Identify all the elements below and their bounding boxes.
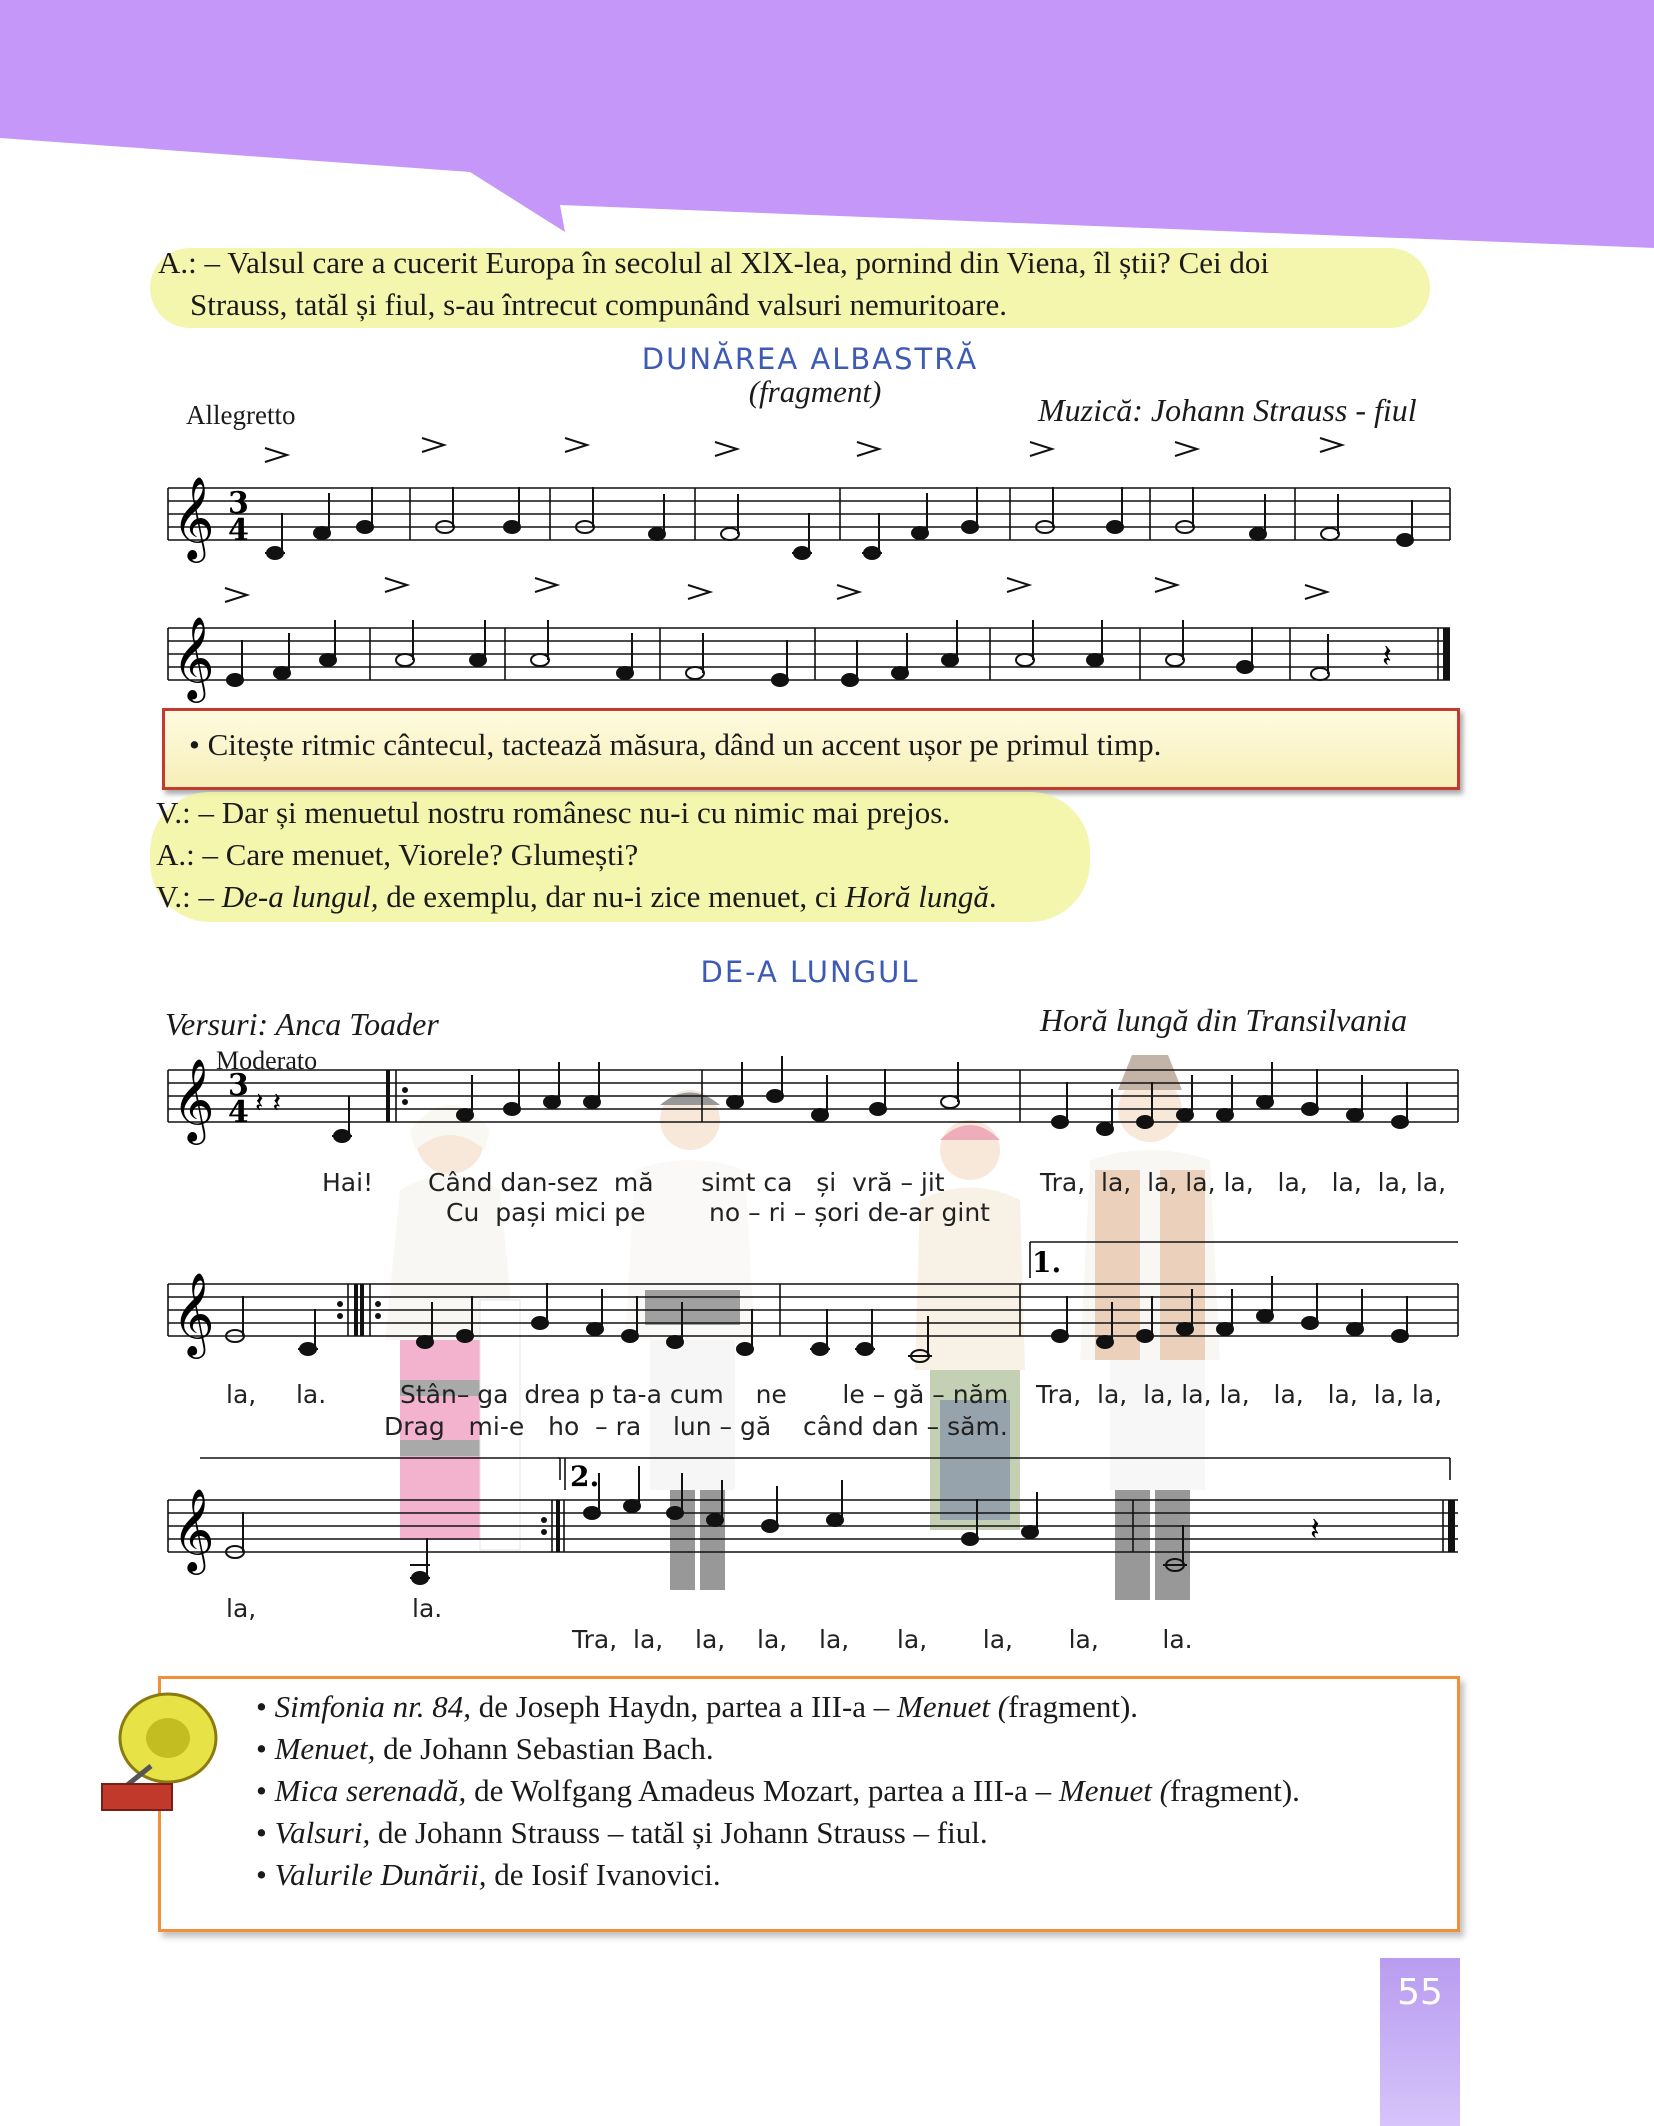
svg-text:𝄞: 𝄞	[172, 475, 215, 559]
dialog-line-2: Strauss, tatăl și fiul, s-au întrecut compunând valsuri nemuritoare.	[190, 287, 1007, 322]
dialog2-line-1: V.: – Dar și menuetul nostru românesc nu-i cu nimic mai prejos.	[156, 795, 951, 830]
page-number: 55	[1380, 1958, 1460, 2126]
dialog2-middle: de exemplu, dar nu-i zice menuet, ci	[378, 879, 845, 914]
svg-text:𝄞: 𝄞	[172, 1057, 215, 1141]
listening-item: • Mica serenadă, de Wolfgang Amadeus Mozart, partea a III-a – Menuet (fragment).	[256, 1773, 1300, 1808]
svg-text:3: 3	[228, 1068, 249, 1103]
volta-1-label: 1.	[1032, 1246, 1062, 1279]
top-banner	[0, 0, 1654, 260]
svg-text:𝄽 𝄽: 𝄽 𝄽	[255, 1086, 282, 1119]
lyrics-row3-end: la.	[412, 1594, 443, 1623]
song2-staff-2	[160, 1238, 1460, 1388]
song2-title: DE-A LUNGUL	[700, 955, 920, 989]
svg-text:𝄞: 𝄞	[172, 1487, 215, 1571]
lyrics-row2-refrain: Tra, la, la, la, la, la, la, la, la,	[1036, 1380, 1443, 1409]
dialog2-end: .	[988, 879, 997, 914]
song2-staff-1	[160, 1040, 1460, 1150]
dialog2-speaker: V.: –	[156, 879, 222, 914]
song1-subtitle: (fragment)	[748, 374, 882, 409]
time-signature-top: 3	[228, 486, 249, 521]
listening-list	[256, 1686, 1436, 1896]
lyrics-row1-refrain: Tra, la, la, la, la, la, la, la, la,	[1040, 1168, 1447, 1197]
dialog-intro	[158, 242, 1458, 326]
lyrics-row3-refrain: Tra, la, la, la, la, la, la, la, la.	[572, 1625, 1193, 1654]
dialog2-genre: Horă lungă	[845, 879, 989, 914]
bullet-icon: •	[189, 727, 200, 762]
task-box	[162, 708, 1460, 790]
lyrics-row1-verse1: Când dan-sez mă simt ca și vră – jit	[428, 1168, 945, 1197]
lyrics-row2-start: la, la.	[226, 1380, 327, 1409]
gramophone-icon	[96, 1686, 226, 1816]
time-signature-bottom: 4	[228, 513, 249, 548]
song1-title: DUNĂREA ALBASTRĂ	[641, 342, 979, 376]
listening-item: • Valurile Dunării, de Iosif Ivanovici.	[256, 1857, 721, 1892]
lyrics-row3-start: la,	[226, 1594, 257, 1623]
song2-staff-3	[160, 1450, 1460, 1600]
song1-staff-2	[160, 570, 1460, 720]
listening-item: • Menuet, de Johann Sebastian Bach.	[256, 1731, 714, 1766]
listening-item: • Simfonia nr. 84, de Joseph Haydn, partea a III-a – Menuet (fragment).	[256, 1689, 1139, 1724]
svg-text:𝄽: 𝄽	[1310, 1510, 1320, 1548]
dialog2-line-2: A.: – Care menuet, Viorele? Glumești?	[156, 837, 639, 872]
dialog2-song-name: De-a lungul,	[221, 879, 379, 914]
song1-composer: Muzică: Johann Strauss - fiul	[1038, 392, 1417, 428]
lyrics-row1-hai: Hai!	[322, 1168, 374, 1197]
dialog2-line-3	[156, 876, 1456, 918]
svg-text:𝄞: 𝄞	[172, 615, 215, 699]
lyrics-row2-verse1: Stân– ga drea p ta-a cum ne le – gă – năm	[400, 1380, 1009, 1409]
svg-text:4: 4	[228, 1095, 249, 1130]
song1-tempo: Allegretto	[186, 400, 296, 430]
song2-lyricist: Versuri: Anca Toader	[165, 1006, 439, 1042]
dialog-line-1: A.: – Valsul care a cucerit Europa în secolul al XlX-lea, pornind din Viena, îl știi? Cei doi	[158, 245, 1269, 280]
task-text: Citește ritmic cântecul, tactează măsura, dând un accent ușor pe primul timp.	[207, 727, 1162, 762]
svg-text:𝄽: 𝄽	[1382, 637, 1392, 675]
svg-text:𝄞: 𝄞	[172, 1271, 215, 1355]
song2-genre: Horă lungă din Transilvania	[1040, 1002, 1408, 1038]
song1-staff-1	[160, 430, 1460, 580]
lyrics-row2-verse2: Drag mi-e ho – ra lun – gă când dan – săm.	[384, 1412, 1008, 1441]
volta-2-label: 2.	[570, 1460, 600, 1493]
dialog-menuet	[156, 792, 1456, 918]
song2-tempo: Moderato	[216, 1046, 318, 1075]
lyrics-row1-verse2: Cu pași mici pe no – ri – șori de-ar gint	[446, 1198, 990, 1227]
listening-item: • Valsuri, de Johann Strauss – tatăl și Johann Strauss – fiul.	[256, 1815, 988, 1850]
